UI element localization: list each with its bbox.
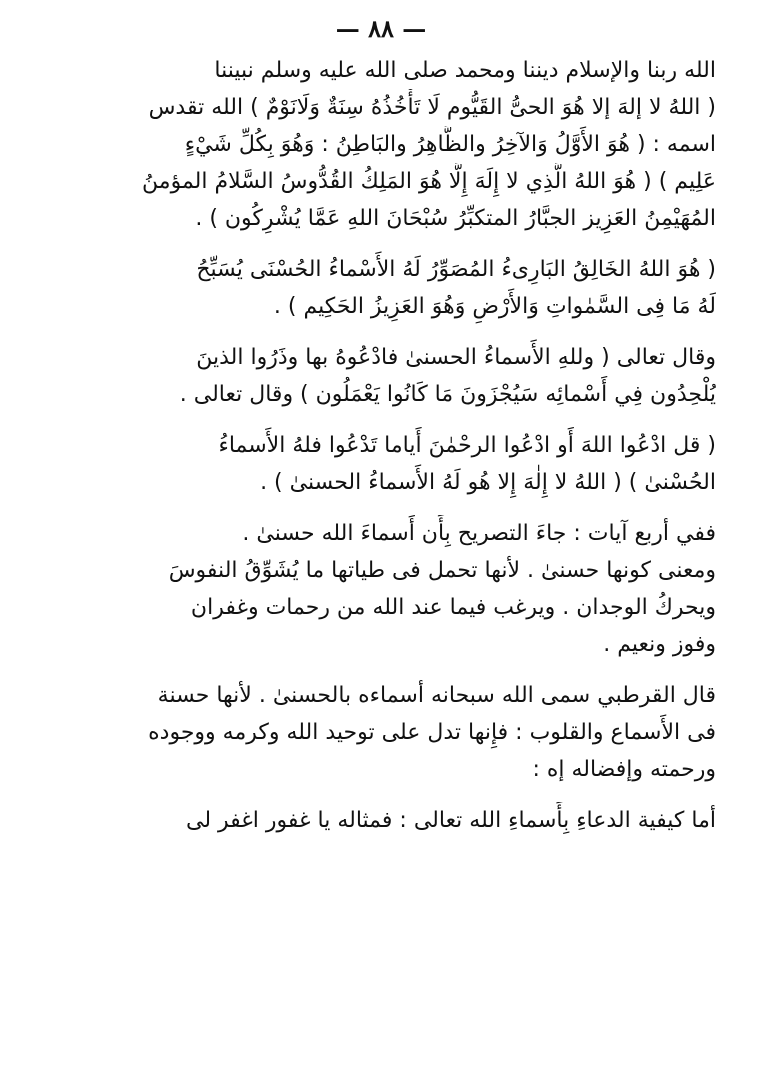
- paragraph-6: [48, 677, 716, 788]
- text-line: المُهَيْمِنُ العَزِيز الجبَّارُ المتكبِّرُ سُبْحَانَ اللهِ عَمَّا يُشْرِكُون ) .: [195, 206, 716, 231]
- paragraph-4: [48, 427, 716, 501]
- page-number: — ٨٨ —: [335, 14, 427, 43]
- text-line: ( قل ادْعُوا اللهَ أَو ادْعُوا الرحْمٰنَ أَياما تَدْعُوا فلهُ الأَسماءُ: [218, 433, 716, 458]
- text-line: قال القرطبي سمى الله سبحانه أسماءه بالحسنىٰ . لأنها حسنة: [157, 683, 716, 708]
- paragraph-7: [48, 802, 716, 839]
- text-line: ورحمته وإفضاله إه :: [532, 757, 716, 782]
- paragraph-5: [48, 515, 716, 663]
- text-line: أما كيفية الدعاءِ بِأَسماءِ الله تعالى : فمثاله يا غفور اغفر لى: [186, 808, 716, 833]
- text-line: وقال تعالى ( وللهِ الأَسماءُ الحسنىٰ فادْعُوهُ بها وذَرُوا الذينَ: [196, 345, 716, 370]
- text-line: ومعنى كونها حسنىٰ . لأنها تحمل فى طياتها ما يُشَوِّقُ النفوسَ: [168, 558, 716, 583]
- text-line: ففي أربع آيات : جاءَ التصريح بِأَن أَسماءَ الله حسنىٰ .: [242, 521, 716, 546]
- text-line: الله ربنا والإسلام ديننا ومحمد صلى الله عليه وسلم نبيننا: [214, 58, 716, 83]
- text-line: اسمه : ( هُوَ الأَوَّلُ وَالآخِرُ والظَّاهِرُ والبَاطِنُ : وَهُوَ بِكُلِّ شَيْءٍ: [184, 132, 716, 157]
- text-line: ويحركُ الوجدان . ويرغب فيما عند الله من رحمات وغفران: [190, 595, 716, 620]
- page-body: [48, 52, 716, 853]
- text-line: ( هُوَ اللهُ الخَالِقُ البَارِىءُ المُصَوِّرُ لَهُ الأَسْماءُ الحُسْنَى يُسَبِّحُ: [196, 257, 716, 282]
- text-line: الحُسْنىٰ ) ( اللهُ لا إِلٰهَ إِلا هُو لَهُ الأَسماءُ الحسنىٰ ) .: [260, 470, 716, 495]
- text-line: يُلْحِدُون فِي أَسْمائِه سَيُجْزَونَ مَا كَانُوا يَعْمَلُون ) وقال تعالى .: [179, 382, 716, 407]
- text-line: عَلِيم ) ( هُوَ اللهُ الَّذِي لا إِلَهَ إِلَّا هُوَ المَلِكُ القُدُّوسُ السَّلامُ المؤمنُ: [142, 169, 716, 194]
- paragraph-3: [48, 339, 716, 413]
- paragraph-1: [48, 52, 716, 237]
- text-line: ( اللهُ لا إلهَ إلا هُوَ الحىُّ القَيُّوم لَا تَأْخُذُهُ سِنَةٌ وَلَانَوْمٌ ) الله تقدس: [148, 95, 716, 120]
- text-line: وفوز ونعيم .: [603, 632, 716, 657]
- paragraph-2: [48, 251, 716, 325]
- text-line: لَهُ مَا فِى السَّمٰواتِ وَالأَرْضِ وَهُوَ العَزِيزُ الحَكِيم ) .: [273, 294, 716, 319]
- text-line: فى الأَسماع والقلوب : فإِنها تدل على توحيد الله وكرمه ووجوده: [148, 720, 716, 745]
